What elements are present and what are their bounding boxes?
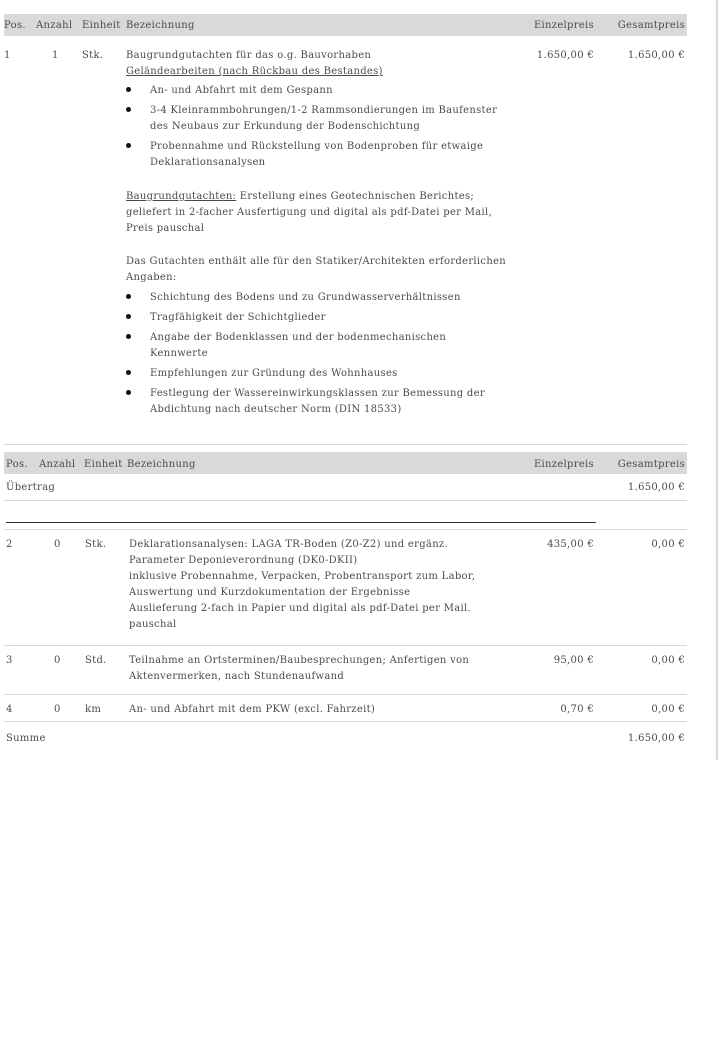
enthaelt-paragraph: Das Gutachten enthält alle für den Statiker/Architekten erforderlichen Angaben:: [126, 256, 507, 283]
bullet-icon: [126, 370, 131, 375]
row-divider: [4, 645, 687, 646]
col-bezeichnung-header: Bezeichnung: [127, 459, 196, 470]
row1-pos: 1: [4, 50, 11, 61]
col-anzahl-header: Anzahl: [39, 459, 76, 470]
gutachten-label: Baugrundgutachten:: [126, 191, 237, 202]
row-divider: [4, 529, 687, 530]
row3-einzelpreis: 95,00 €: [553, 655, 594, 666]
bullet-icon: [126, 390, 131, 395]
row1-einzelpreis: 1.650,00 €: [536, 50, 594, 61]
bullet-icon: [126, 314, 131, 319]
row-divider: [4, 500, 687, 501]
col-anzahl-header: Anzahl: [36, 20, 73, 31]
row1-title: Baugrundgutachten für das o.g. Bauvorhaben: [126, 50, 372, 61]
row2-anzahl: 0: [54, 539, 61, 550]
col-pos-header: Pos.: [4, 20, 26, 31]
col-gesamtpreis-header: Gesamtpreis: [617, 459, 685, 470]
row2-einheit: Stk.: [85, 539, 107, 550]
uebertrag-label: Übertrag: [6, 482, 56, 493]
bullet-icon: [126, 87, 131, 92]
row2-pos: 2: [6, 539, 13, 550]
bullet-icon: [126, 107, 131, 112]
row4-einzelpreis: 0,70 €: [560, 704, 594, 715]
gutachten-paragraph: Baugrundgutachten: Erstellung eines Geotechnischen Berichtes; geliefert in 2-facher Ausfertigung und digital als pdf-Datei per Mail, Preis pauschal: [126, 191, 493, 234]
col-einzelpreis-header: Einzelpreis: [533, 20, 594, 31]
col-einzelpreis-header: Einzelpreis: [533, 459, 594, 470]
row3-pos: 3: [6, 655, 13, 666]
row1-subtitle: Geländearbeiten (nach Rückbau des Bestandes): [126, 66, 383, 77]
row2-einzelpreis: 435,00 €: [547, 539, 594, 550]
bullet-icon: [126, 334, 131, 339]
document-page: Pos. Anzahl Einheit Bezeichnung Einzelpreis Gesamtpreis 1 1 Stk. 1.650,00 € 1.650,00 € Baugrundgutachten für das o.g. Bauvorhaben Geländearbeiten (nach Rückbau des Bestandes) An- und Abfahrt mit dem Gespann 3-4 Kleinrammbohrungen/1-2 Rammsondierungen im Baufenster des Neubaus zur Erkundung der Bodenschichtung Probennahme und Rückstellung von Bodenproben für etwaige Deklarationsanalysen Baugrundgutachten: Erstellung eines Geotechnischen Berichtes; geliefert in 2-facher Ausfertigung und digital als pdf-Datei per Mail, Preis pauschal Das Gutachten enthält alle für den Statiker/Architekten erforderlichen Angaben: Schichtung des Bodens und zu Grundwasserverhältnissen Tragfähigkeit der Schichtglieder Angabe der Bodenklassen und der bodenmechanischen Kennwerte Empfehlungen zur Gründung des Wohnhauses Festlegung der Wassereinwirkungsklassen zur Bemessung der Abdichtung nach deutscher Norm (DIN 18533) Pos. Anzahl Einheit Bezeichnung Einzelpreis Gesamtpreis Übertrag 1.650,00 € 2 0 Stk. Deklarationsanalysen: LAGA TR-Boden (Z0-Z2) und ergänz. Parameter Deponieverordnung (DK0-DKII) inklusive Probennahme, Verpacken, Probentransport zum Labor, Auswertung und Kurzdokumentation der Ergebnisse Auslieferung 2-fach in Papier und digital als pdf-Datei per Mail. pauschal 435,00 € 0,00 € 3 0 Std. Teilnahme an Ortsterminen/Baubesprechungen; Anfertigen von Aktenvermerken, nach Stundenaufwand 95,00 € 0,00 € 4 0 km An- und Abfahrt mit dem PKW (excl. Fahrzeit) 0,70 € 0,00 € Summe 1.650,00 €: [0, 0, 720, 1040]
separator-line: [6, 522, 596, 523]
row-divider: [4, 721, 687, 722]
row3-einheit: Std.: [85, 655, 107, 666]
row1-gesamtpreis: 1.650,00 €: [627, 50, 685, 61]
row-divider: [4, 694, 687, 695]
row1-einheit: Stk.: [82, 50, 104, 61]
summe-value: 1.650,00 €: [627, 733, 685, 744]
col-bezeichnung-header: Bezeichnung: [126, 20, 195, 31]
col-gesamtpreis-header: Gesamtpreis: [617, 20, 685, 31]
summe-label: Summe: [6, 733, 46, 744]
row2-description: Deklarationsanalysen: LAGA TR-Boden (Z0-Z2) und ergänz. Parameter Deponieverordnung (DK0-DKII) inklusive Probennahme, Verpacken, Probentransport zum Labor, Auswertung und Kurzdokumentation der Ergebnisse Auslieferung 2-fach in Papier und digital als pdf-Datei per Mail. pauschal: [129, 539, 476, 630]
row4-einheit: km: [85, 704, 102, 715]
row1-description: [126, 48, 383, 80]
page-edge-rule: [716, 0, 718, 760]
row1-anzahl: 1: [52, 50, 59, 61]
col-pos-header: Pos.: [6, 459, 28, 470]
col-einheit-header: Einheit: [82, 20, 121, 31]
row4-anzahl: 0: [54, 704, 61, 715]
bullet-icon: [126, 294, 131, 299]
row4-description: An- und Abfahrt mit dem PKW (excl. Fahrzeit): [129, 704, 376, 715]
row3-gesamtpreis: 0,00 €: [651, 655, 685, 666]
col-einheit-header: Einheit: [84, 459, 123, 470]
row4-gesamtpreis: 0,00 €: [651, 704, 685, 715]
row2-gesamtpreis: 0,00 €: [651, 539, 685, 550]
row3-anzahl: 0: [54, 655, 61, 666]
row3-description: Teilnahme an Ortsterminen/Baubesprechungen; Anfertigen von Aktenvermerken, nach Stundenaufwand: [129, 655, 470, 682]
row4-pos: 4: [6, 704, 13, 715]
table-divider: [4, 444, 687, 445]
uebertrag-value: 1.650,00 €: [627, 482, 685, 493]
bullet-icon: [126, 143, 131, 148]
